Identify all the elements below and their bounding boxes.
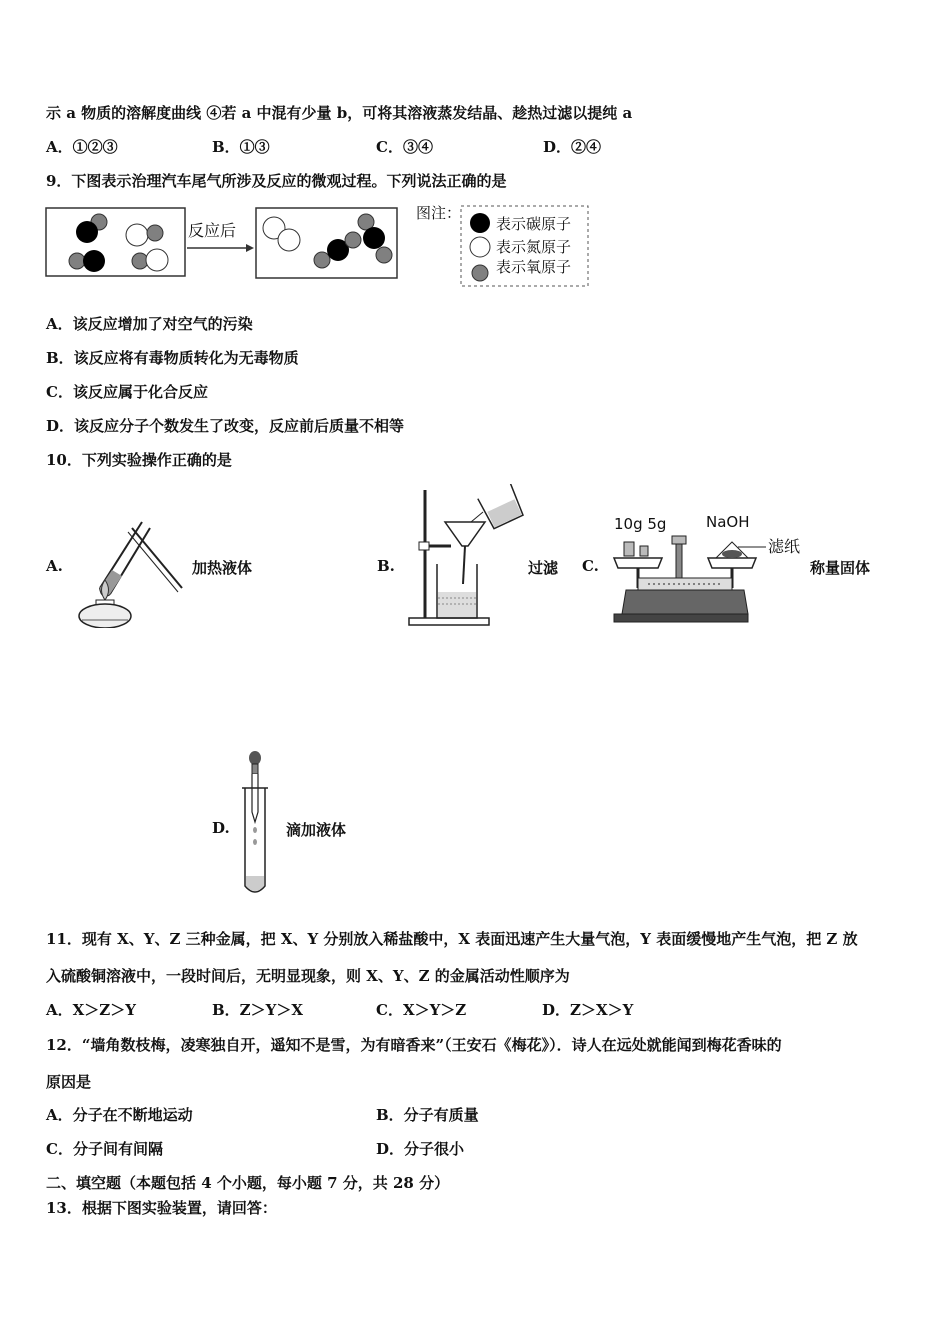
q9-option-a[interactable]: A．该反应增加了对空气的污染: [46, 315, 253, 333]
q10-option-a-caption: 加热液体: [192, 559, 253, 577]
q8-option-c[interactable]: C．③④: [376, 138, 433, 156]
q11-option-b[interactable]: B．Z＞Y＞X: [212, 1001, 303, 1019]
q9-reaction-figure: [44, 200, 594, 292]
q9-stem: 9．下图表示治理汽车尾气所涉及反应的微观过程。下列说法正确的是: [46, 172, 507, 190]
weighing-figure: [608, 512, 808, 628]
filtration-figure: [405, 484, 527, 628]
q11-line2: 入硫酸铜溶液中，一段时间后，无明显现象，则 X、Y、Z 的金属活动性顺序为: [46, 967, 570, 985]
legend-nitrogen: 表示氮原子: [496, 238, 572, 256]
q12-option-b[interactable]: B．分子有质量: [376, 1106, 479, 1124]
legend-carbon: 表示碳原子: [496, 215, 572, 233]
oxygen-atom-icon: [472, 265, 488, 281]
q9-option-c[interactable]: C．该反应属于化合反应: [46, 383, 208, 401]
q10-option-d-letter[interactable]: D.: [212, 819, 230, 837]
q12-option-a[interactable]: A．分子在不断地运动: [46, 1106, 193, 1124]
q8-option-b[interactable]: B．①③: [212, 138, 270, 156]
heating-liquid-figure: [70, 510, 188, 628]
paper-label: 滤纸: [768, 537, 801, 556]
q8-option-a[interactable]: A．①②③: [46, 138, 118, 156]
q12-line1: 12．“墙角数枝梅，凌寒独自开，遥知不是雪，为有暗香来”（王安石《梅花》）．诗人在远处就能闻到梅花香味的: [46, 1036, 782, 1054]
legend-title: 图注：: [416, 204, 462, 222]
nitrogen-atom-icon: [470, 237, 490, 257]
reagent-label: NaOH: [706, 513, 750, 531]
q10-option-c-caption: 称量固体: [810, 559, 871, 577]
q11-option-a[interactable]: A．X＞Z＞Y: [46, 1001, 136, 1019]
q8-option-d[interactable]: D．②④: [543, 138, 602, 156]
q11-option-d[interactable]: D．Z＞X＞Y: [542, 1001, 634, 1019]
q9-option-b[interactable]: B．该反应将有毒物质转化为无毒物质: [46, 349, 299, 367]
section-2-heading: 二、填空题（本题包括 4 个小题，每小题 7 分，共 28 分）: [46, 1174, 450, 1192]
arrow-label: 反应后: [188, 221, 237, 240]
q12-option-c[interactable]: C．分子间有间隔: [46, 1140, 163, 1158]
q10-option-c-letter[interactable]: C.: [582, 557, 599, 575]
weights-label: 10g 5g: [614, 515, 667, 533]
q10-stem: 10．下列实验操作正确的是: [46, 451, 232, 469]
q10-option-b-caption: 过滤: [528, 559, 559, 577]
q8-tail: 示 a 物质的溶解度曲线 ④若 a 中混有少量 b，可将其溶液蒸发结晶、趁热过滤以提纯 a: [46, 104, 633, 122]
q10-option-d-caption: 滴加液体: [286, 821, 347, 839]
q9-option-d[interactable]: D．该反应分子个数发生了改变，反应前后质量不相等: [46, 417, 405, 435]
dropper-figure: [236, 748, 276, 896]
q12-line2: 原因是: [46, 1073, 92, 1091]
q11-option-c[interactable]: C．X＞Y＞Z: [376, 1001, 467, 1019]
legend-oxygen: 表示氧原子: [496, 258, 572, 276]
q10-option-b-letter[interactable]: B.: [377, 557, 395, 575]
carbon-atom-icon: [470, 213, 490, 233]
q11-line1: 11．现有 X、Y、Z 三种金属，把 X、Y 分别放入稀盐酸中，X 表面迅速产生大量气泡，Y 表面缓慢地产生气泡，把 Z 放: [46, 930, 858, 948]
q12-option-d[interactable]: D．分子很小: [376, 1140, 465, 1158]
q10-option-a-letter[interactable]: A.: [46, 557, 63, 575]
q13-stem: 13．根据下图实验装置，请回答：: [46, 1199, 277, 1217]
